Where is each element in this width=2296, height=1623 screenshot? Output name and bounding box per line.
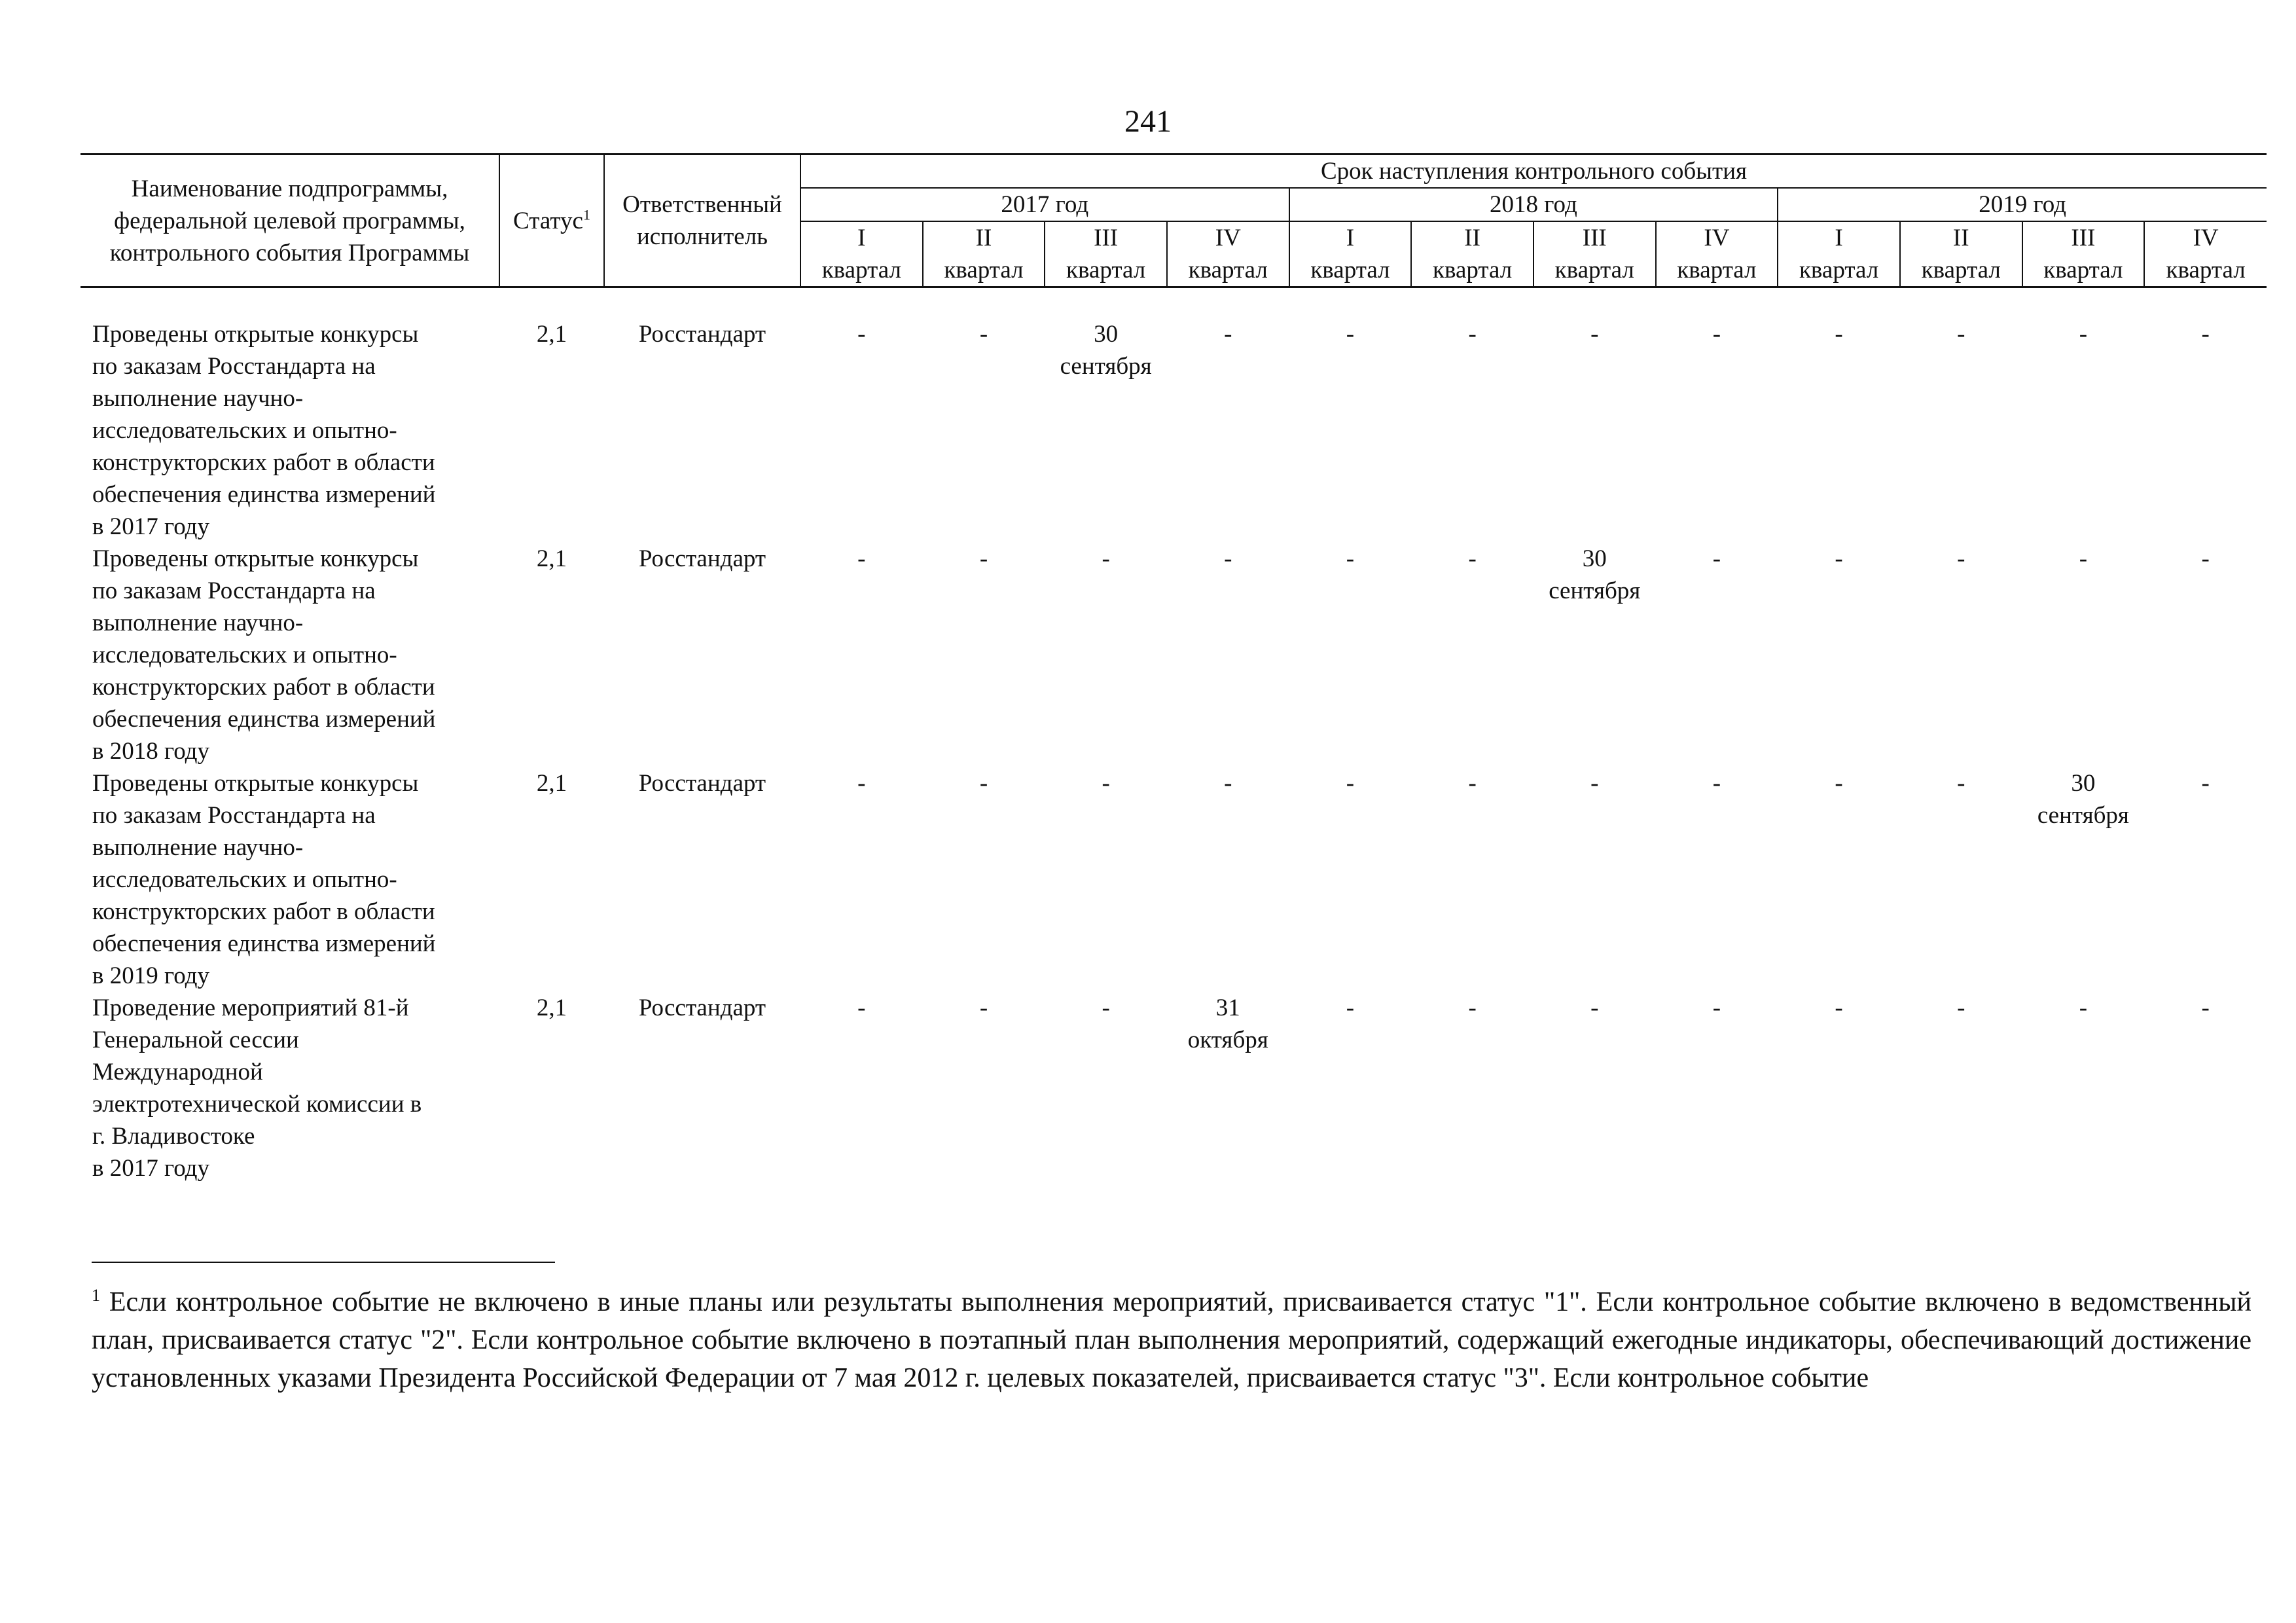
quarter-value: - bbox=[1590, 321, 1599, 348]
event-executor: Росстандарт bbox=[638, 994, 766, 1021]
quarter-value: - bbox=[1712, 321, 1721, 348]
footnote-separator bbox=[92, 1262, 555, 1263]
quarter-value: - bbox=[1835, 545, 1843, 572]
quarter-value: - bbox=[979, 770, 988, 797]
event-name: Проведены открытые конкурсы по заказам Росстандарта на выполнение научно- исследовательских и опытно- конструкторских работ в области обеспечения единства измерений в 2017 году bbox=[92, 321, 436, 540]
quarter-label: квартал bbox=[1411, 254, 1534, 287]
quarter-value: - bbox=[857, 321, 866, 348]
quarter-value: 31 октября bbox=[1187, 994, 1268, 1053]
quarter-numeral: I bbox=[800, 221, 923, 254]
quarter-value: 30 сентября bbox=[2037, 770, 2129, 829]
quarter-label: квартал bbox=[1045, 254, 1167, 287]
header-status-footnote-marker: 1 bbox=[583, 206, 590, 223]
quarter-value: - bbox=[1712, 545, 1721, 572]
quarter-value: - bbox=[979, 994, 988, 1021]
event-executor: Росстандарт bbox=[638, 321, 766, 348]
header-status-label: Статус bbox=[513, 207, 583, 234]
year-header: 2017 год bbox=[800, 188, 1289, 221]
quarter-label: квартал bbox=[1167, 254, 1289, 287]
quarter-value: - bbox=[2201, 321, 2210, 348]
quarter-value: - bbox=[1957, 545, 1965, 572]
quarter-value: - bbox=[979, 545, 988, 572]
event-executor: Росстандарт bbox=[638, 770, 766, 797]
quarter-value: - bbox=[1346, 994, 1355, 1021]
footnote bbox=[92, 1283, 2251, 1397]
table-row bbox=[81, 543, 2267, 767]
quarter-value: 30 сентября bbox=[1060, 321, 1152, 380]
quarter-numeral: III bbox=[2022, 221, 2145, 254]
footnote-marker: 1 bbox=[92, 1286, 100, 1305]
event-status: 2,1 bbox=[536, 770, 567, 797]
quarter-numeral: I bbox=[1289, 221, 1412, 254]
quarter-numeral: I bbox=[1778, 221, 1900, 254]
quarter-label: квартал bbox=[1900, 254, 2022, 287]
quarter-value: - bbox=[1835, 770, 1843, 797]
quarter-numeral: II bbox=[1411, 221, 1534, 254]
header-deadline: Срок наступления контрольного события bbox=[800, 155, 2267, 189]
quarter-value: - bbox=[2079, 321, 2088, 348]
quarter-label: квартал bbox=[2022, 254, 2145, 287]
quarter-value: - bbox=[857, 770, 866, 797]
quarter-value: 30 сентября bbox=[1549, 545, 1641, 604]
quarter-value: - bbox=[1468, 321, 1477, 348]
quarter-value: - bbox=[1102, 545, 1110, 572]
quarter-label: квартал bbox=[1778, 254, 1900, 287]
quarter-numeral: III bbox=[1045, 221, 1167, 254]
quarter-value: - bbox=[1346, 545, 1355, 572]
event-status: 2,1 bbox=[536, 994, 567, 1021]
quarter-numeral: III bbox=[1534, 221, 1656, 254]
table-row bbox=[81, 767, 2267, 992]
quarter-value: - bbox=[857, 994, 866, 1021]
quarter-numeral: IV bbox=[1167, 221, 1289, 254]
quarter-value: - bbox=[1468, 994, 1477, 1021]
quarter-value: - bbox=[1590, 994, 1599, 1021]
quarter-numeral: II bbox=[1900, 221, 2022, 254]
quarter-value: - bbox=[979, 321, 988, 348]
quarter-label: квартал bbox=[2144, 254, 2267, 287]
quarter-value: - bbox=[2079, 994, 2088, 1021]
quarter-value: - bbox=[2201, 545, 2210, 572]
quarter-value: - bbox=[2201, 994, 2210, 1021]
table-body bbox=[81, 287, 2267, 1185]
year-header: 2019 год bbox=[1778, 188, 2267, 221]
quarter-value: - bbox=[1224, 770, 1232, 797]
quarter-value: - bbox=[1835, 321, 1843, 348]
header-executor: Ответственный исполнитель bbox=[604, 155, 800, 287]
quarter-value: - bbox=[1835, 994, 1843, 1021]
quarter-value: - bbox=[857, 545, 866, 572]
event-name: Проведены открытые конкурсы по заказам Росстандарта на выполнение научно- исследовательских и опытно- конструкторских работ в области обеспечения единства измерений в 2019 году bbox=[92, 770, 436, 989]
quarter-value: - bbox=[1102, 770, 1110, 797]
year-header: 2018 год bbox=[1289, 188, 1778, 221]
event-name: Проведение мероприятий 81-й Генеральной сессии Международной электротехнической комиссии в г. Владивостоке в 2017 году bbox=[92, 994, 422, 1182]
quarter-value: - bbox=[1468, 545, 1477, 572]
quarter-value: - bbox=[1468, 770, 1477, 797]
quarter-label: квартал bbox=[1534, 254, 1656, 287]
quarter-value: - bbox=[1957, 770, 1965, 797]
header-status bbox=[499, 155, 604, 287]
quarter-numeral: IV bbox=[2144, 221, 2267, 254]
quarter-label: квартал bbox=[800, 254, 923, 287]
header-name: Наименование подпрограммы, федеральной целевой программы, контрольного события Программы bbox=[81, 155, 499, 287]
quarter-label: квартал bbox=[923, 254, 1045, 287]
quarter-value: - bbox=[1957, 321, 1965, 348]
quarter-value: - bbox=[1712, 770, 1721, 797]
quarter-value: - bbox=[2201, 770, 2210, 797]
footnote-text: Если контрольное событие не включено в иные планы или результаты выполнения мероприятий, присваивается статус "1". Если контрольное событие включено в ведомственный план, присваивается статус "2". Если контрольное событие включено в поэтапный план выполнения мероприятий, содержащий ежегодные индикаторы, обеспечивающий достижение установленных указами Президента Российской Федерации от 7 мая 2012 г. целевых показателей, присваивается статус "3". Если контрольное событие bbox=[92, 1287, 2251, 1393]
quarter-value: - bbox=[1712, 994, 1721, 1021]
event-executor: Росстандарт bbox=[638, 545, 766, 572]
quarter-numeral: IV bbox=[1656, 221, 1778, 254]
quarter-value: - bbox=[1224, 321, 1232, 348]
quarter-value: - bbox=[1102, 994, 1110, 1021]
quarter-value: - bbox=[1590, 770, 1599, 797]
quarter-value: - bbox=[1346, 321, 1355, 348]
event-name: Проведены открытые конкурсы по заказам Росстандарта на выполнение научно- исследовательских и опытно- конструкторских работ в области обеспечения единства измерений в 2018 году bbox=[92, 545, 436, 765]
event-status: 2,1 bbox=[536, 321, 567, 348]
quarter-label: квартал bbox=[1289, 254, 1412, 287]
table-row bbox=[81, 992, 2267, 1184]
quarter-numeral: II bbox=[923, 221, 1045, 254]
quarter-value: - bbox=[1957, 994, 1965, 1021]
page-number: 241 bbox=[1124, 104, 1172, 139]
event-status: 2,1 bbox=[536, 545, 567, 572]
table-row bbox=[81, 318, 2267, 543]
quarter-value: - bbox=[1346, 770, 1355, 797]
quarter-value: - bbox=[2079, 545, 2088, 572]
quarter-value: - bbox=[1224, 545, 1232, 572]
quarter-label: квартал bbox=[1656, 254, 1778, 287]
control-events-table bbox=[81, 153, 2267, 1184]
